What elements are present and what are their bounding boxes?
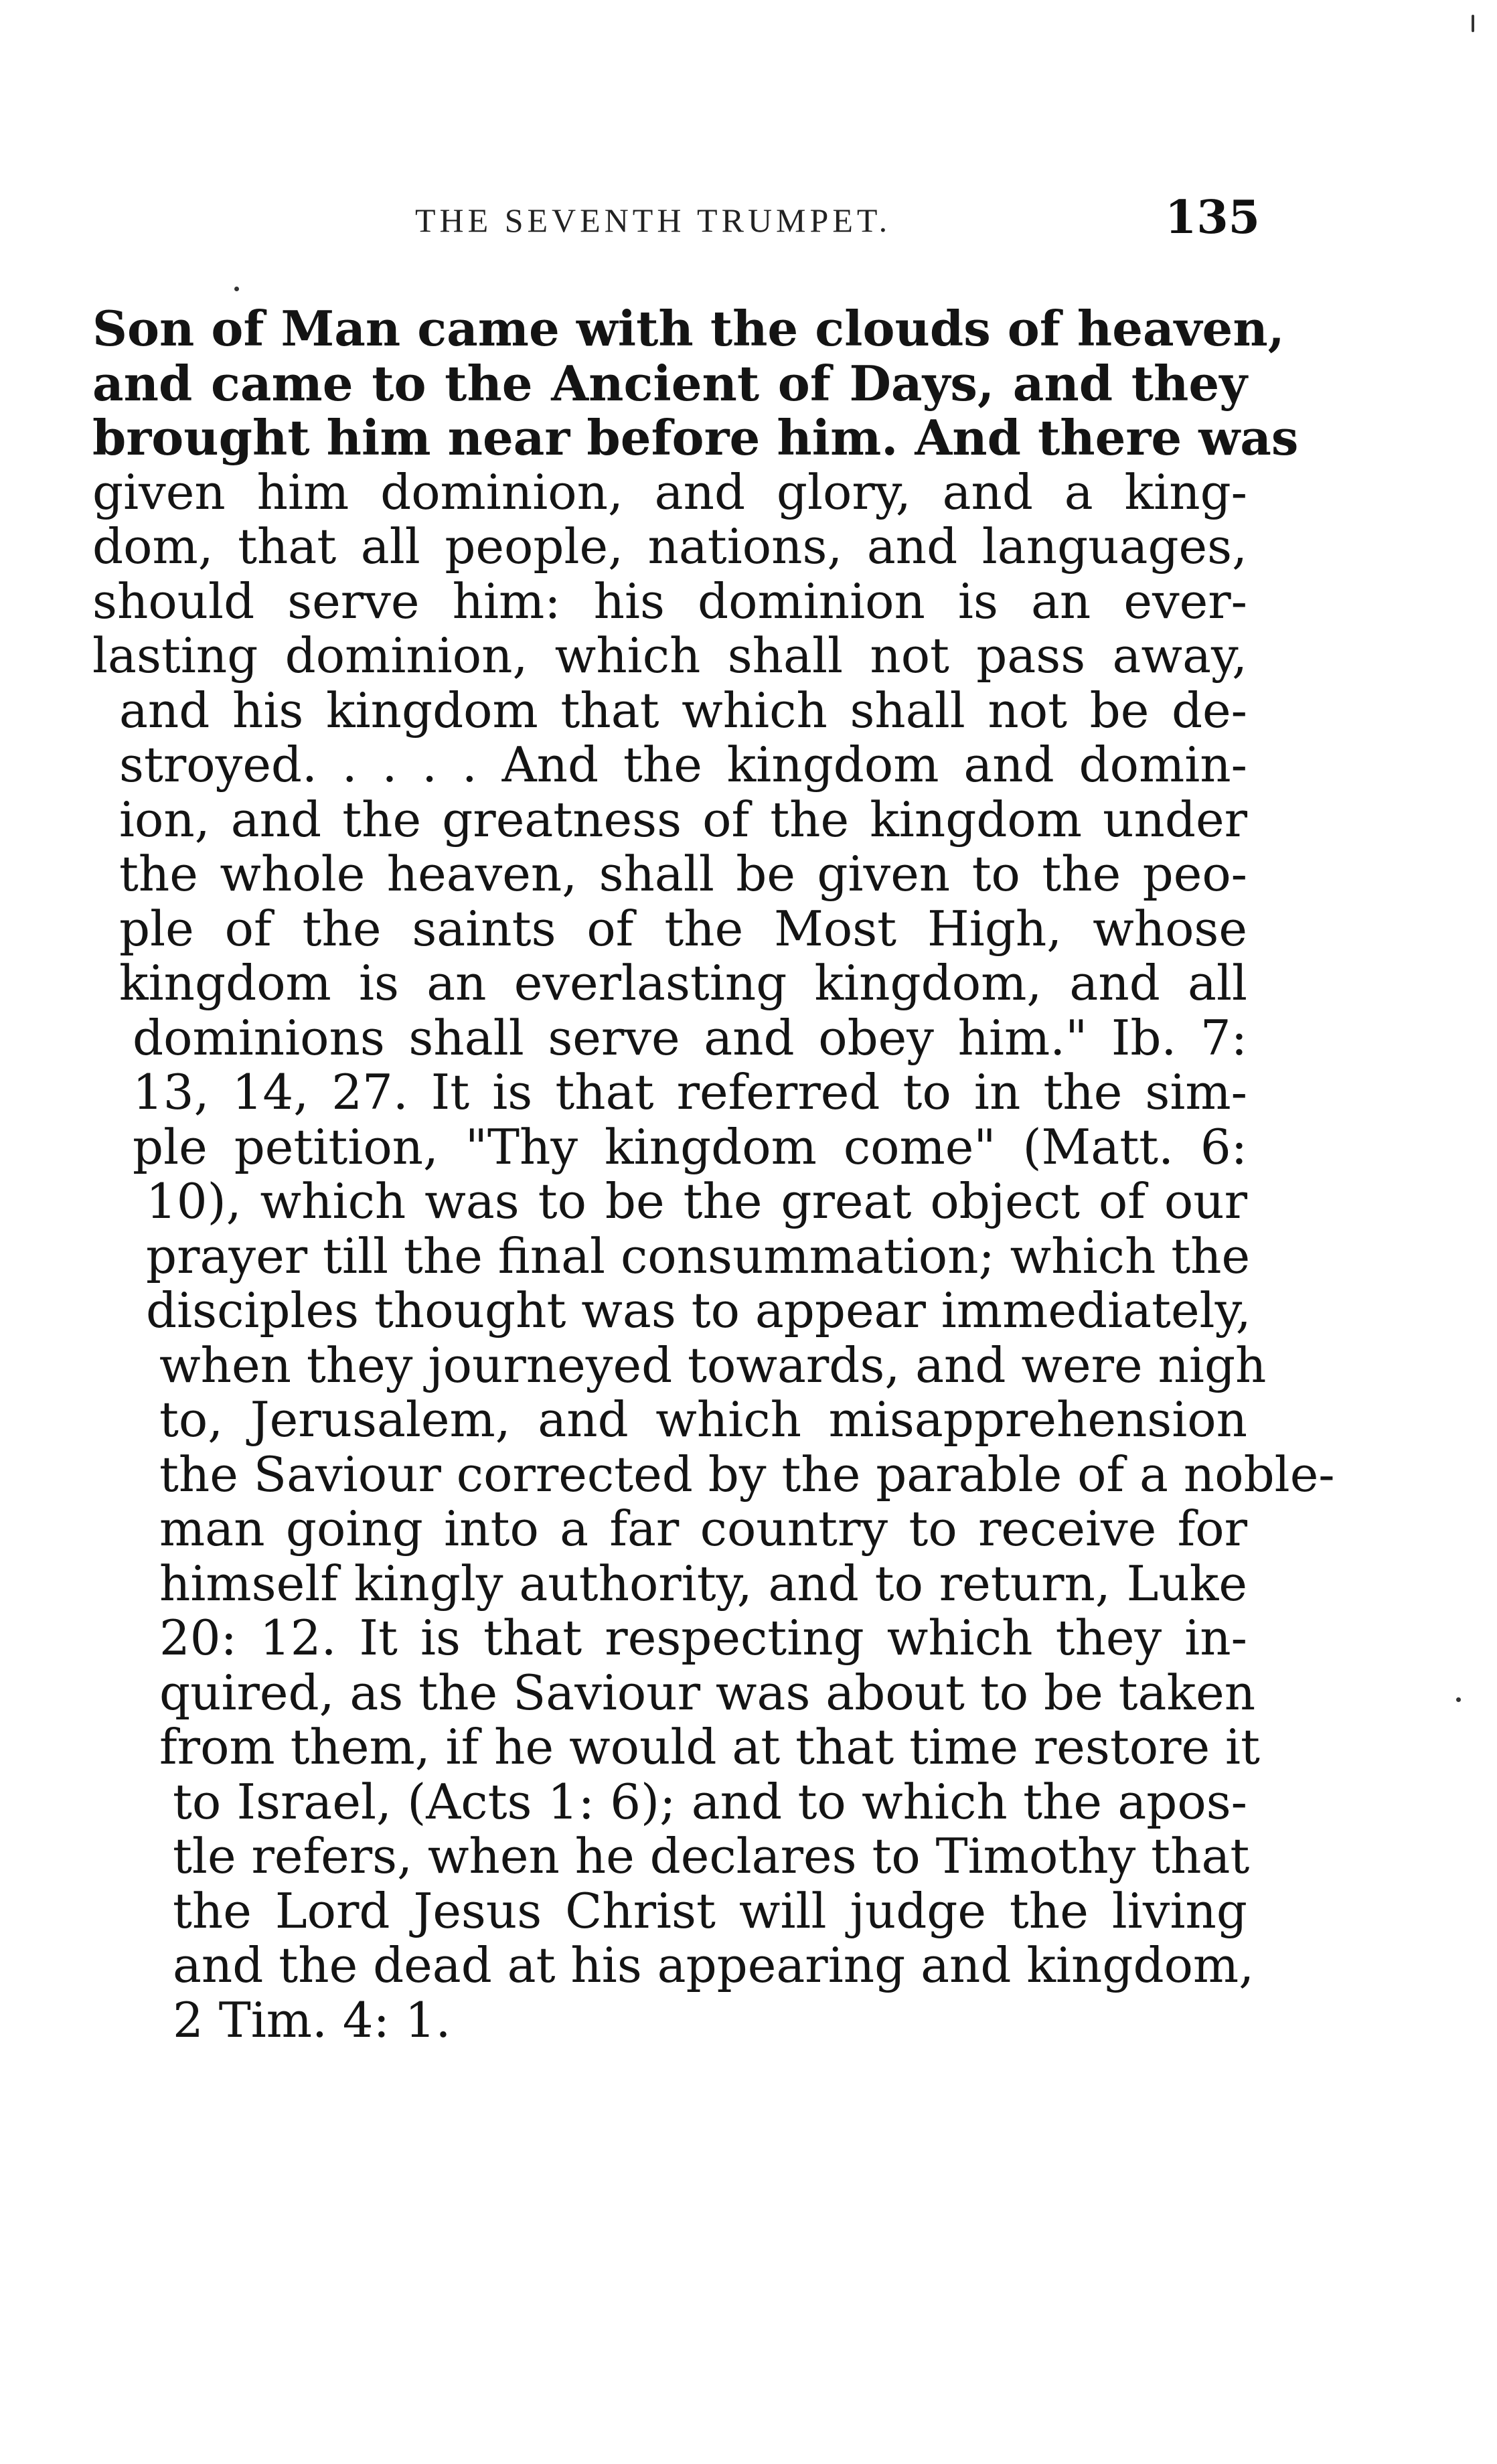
text-line-2: and came to the Ancient of Days, and they [92,354,1247,412]
text-line-10: ion, and the greatness of the kingdom under [119,791,1247,848]
page-number: 135 [1165,191,1260,244]
text-line-4: given him dominion, and glory, and a king- [92,463,1247,520]
text-line-32: 2 Tim. 4: 1. [173,1991,451,2048]
paper-speck [1456,1697,1461,1702]
text-line-28: to Israel, (Acts 1: 6); and to which the apos- [173,1773,1247,1830]
text-line-8: and his kingdom that which shall not be de- [119,682,1247,739]
body-text [92,300,1335,2048]
text-line-21: to, Jerusalem, and which misapprehension [159,1391,1247,1448]
text-line-30: the Lord Jesus Christ will judge the living [173,1882,1247,1939]
text-line-13: kingdom is an everlasting kingdom, and all [119,955,1247,1011]
text-line-23: man going into a far country to receive for [159,1500,1247,1557]
text-line-17: 10), which was to be the great object of our [146,1173,1247,1229]
running-head-title: THE SEVENTH TRUMPET. [415,202,892,239]
paper-speck [234,287,239,291]
text-line-31: and the dead at his appearing and kingdom, [173,1937,1255,1993]
text-line-22: the Saviour corrected by the parable of a noble- [159,1446,1335,1503]
text-line-24: himself kingly authority, and to return, Luke [159,1555,1247,1612]
text-line-1: Son of Man came with the clouds of heaven, [92,300,1285,357]
text-line-11: the whole heaven, shall be given to the peo- [119,846,1247,902]
text-line-19: disciples thought was to appear immediately, [146,1282,1251,1338]
text-line-26: quired, as the Saviour was about to be taken [159,1664,1256,1721]
paper-speck [1472,15,1474,32]
text-line-9: stroyed. . . . . And the kingdom and domin- [119,737,1247,793]
text-line-27: from them, if he would at that time restore it [159,1719,1260,1775]
text-line-3: brought him near before him. And there was [92,409,1299,466]
text-line-20: when they journeyed towards, and were nigh [159,1336,1267,1393]
text-line-29: tle refers, when he declares to Timothy that [173,1828,1250,1884]
text-line-18: prayer till the final consummation; which the [146,1227,1251,1284]
text-line-5: dom, that all people, nations, and languages, [92,518,1247,574]
text-line-7: lasting dominion, which shall not pass away, [92,627,1247,684]
text-line-6: should serve him: his dominion is an ever- [92,572,1247,629]
text-line-12: ple of the saints of the Most High, whose [119,900,1247,957]
text-line-14: dominions shall serve and obey him." Ib. 7: [133,1009,1247,1066]
text-line-15: 13, 14, 27. It is that referred to in the sim- [133,1064,1247,1120]
text-line-25: 20: 12. It is that respecting which they in- [159,1610,1247,1666]
text-line-16: ple petition, "Thy kingdom come" (Matt. 6: [133,1118,1247,1175]
